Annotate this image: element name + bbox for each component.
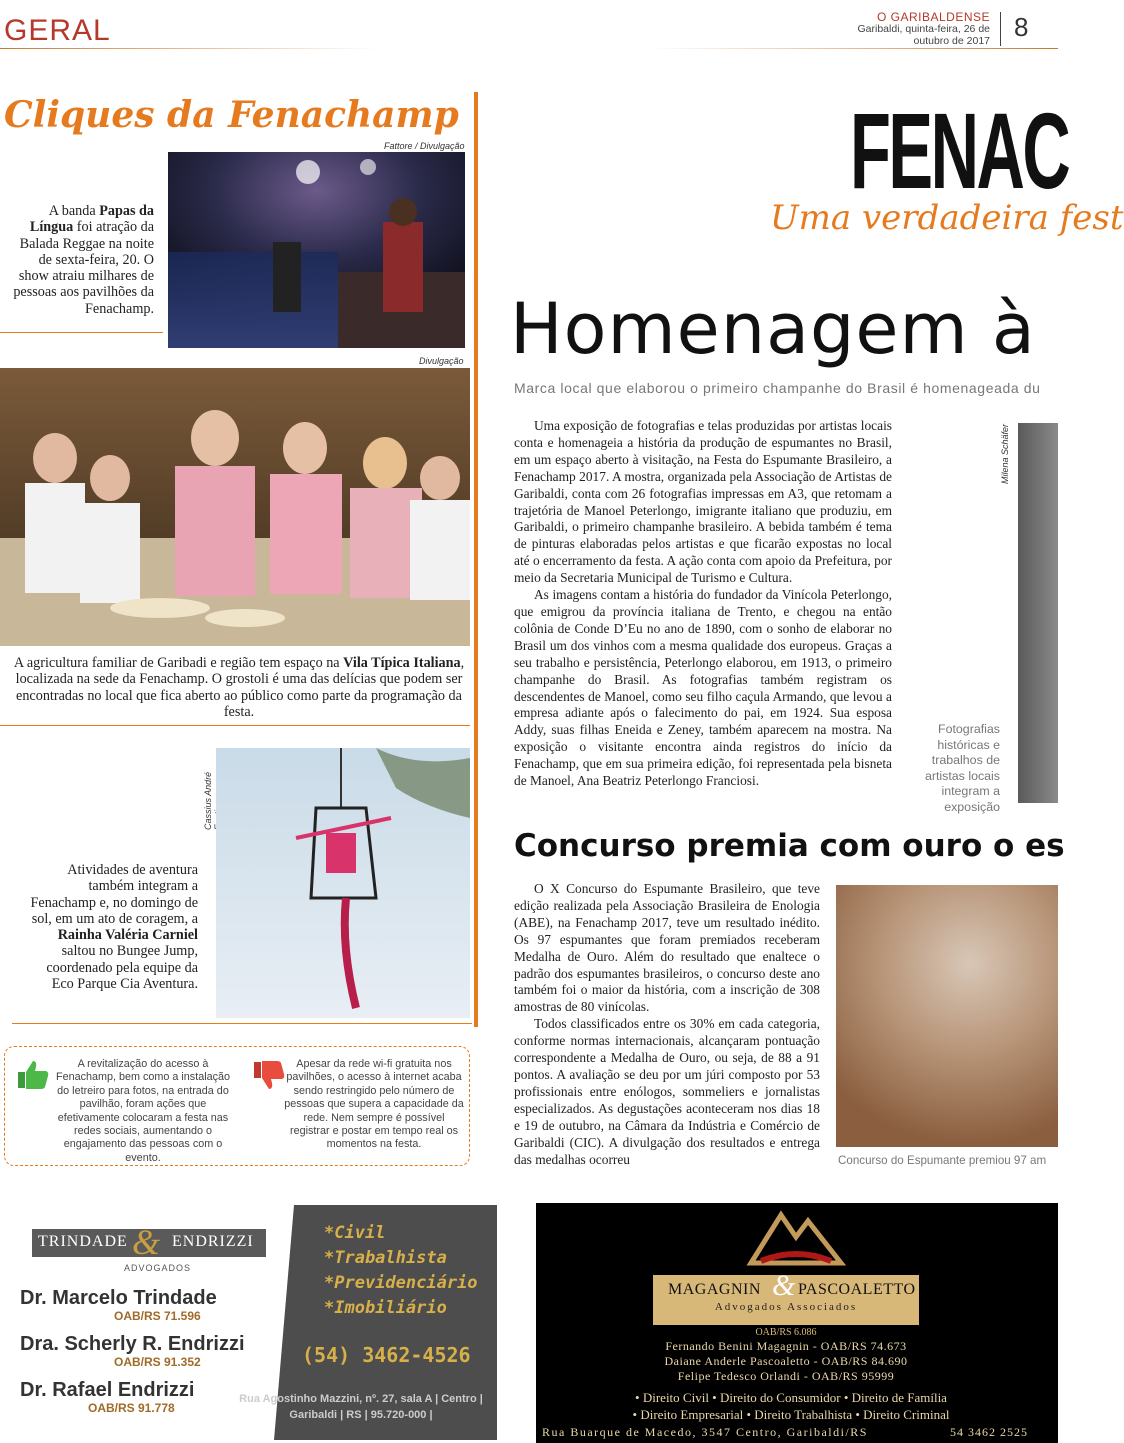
header-rule-right (650, 48, 1058, 49)
address: Rua Agostinho Mazzini, nº. 27, sala A | Centro | Garibaldi | RS | 95.720-000 | (239, 1393, 483, 1421)
caption-highlight: Papas da Língua (29, 203, 154, 236)
ad-magagnin-pascoaletto (536, 1203, 1058, 1443)
article-concurso (514, 881, 820, 1168)
lawyers-list (616, 1339, 956, 1384)
caption-exposicao: Fotografias históricas e trabalhos de artistas locais integram a exposição (924, 722, 1000, 814)
firm-subtitle: ADVOGADOS (124, 1263, 192, 1273)
caption-concert (12, 203, 154, 317)
caption-text: saltou no Bungee Jump, coordenado pela equipe da Eco Parque Cia Aventura. (46, 943, 198, 993)
photo-credit: Cassius André (203, 771, 213, 830)
caption-concurso: Concurso do Espumante premiou 97 am (838, 1154, 1047, 1167)
practice-area: *Trabalhista (324, 1248, 447, 1268)
caption-rule (0, 332, 163, 333)
lawyer: Fernando Benini Magagnin - OAB/RS 74.673 (665, 1339, 907, 1353)
subheadline: Marca local que elaborou o primeiro champanhe do Brasil é homenageada du (514, 380, 1041, 396)
kicker: FENAC (850, 90, 1069, 211)
lawyer-oab: OAB/RS 91.778 (88, 1401, 175, 1415)
paragraph: As imagens contam a história do fundador da Vinícola Peterlongo, que emigrou da província italiana de Trento, e chegou na então colônia de Conde D’Eu no ano de 1890, com o sonho de elaborar no Brasil um dos vinhos com a mesma qualidade dos europeus. Graças a seu trabalho e persistência, Peterlongo elaborou, em 1913, o primeiro champanhe do Brasil. As fotografias também registram os descendentes de Manoel, como seu filho caçula Armando, que levou a empresa adiante após o falecimento do pai, em 1924. Sua esposa Addy, suas filhas Eneida e Zeney, também aparecem na mostra. Na exposição o visitante encontra ainda registros do início da Fenachamp, que em sua primeira edição, foi representada pela bisneta de Manoel, Ana Beatriz Peterlongo Franciosi. (514, 587, 892, 789)
section-title: Cliques da Fenachamp (4, 94, 459, 136)
firm-ampersand: & (772, 1269, 796, 1302)
historic-photo (1018, 423, 1058, 803)
paper-name: O GARIBALDENSE (876, 10, 990, 24)
address: Rua Buarque de Macedo, 3547 Centro, Garibaldi/RS (542, 1425, 868, 1439)
kicker-subtitle: Uma verdadeira fest (770, 198, 1124, 238)
caption-text: A banda (48, 203, 100, 219)
column-rule (474, 92, 478, 1027)
paragraph: Uma exposição de fotografias e telas produzidas por artistas locais conta e homenageia a história da produção de espumantes no Brasil, em um espaço aberto à visitação, na Festa do Espumante Brasileiro, a Fenachamp 2017. A mostra, organizada pela Associação de Artistas de Garibaldi, conta com 26 fotografias impressas em A3, que retomam a trajetória de Manoel Peterlongo, imigrante italiano que produziu, em Garibaldi, o primeiro champanhe brasileiro. A bebida também é tema de pinturas elaboradas pelos artistas e que ficarão expostas no local até o encerramento da festa. A ação conta com apoio da Prefeitura, por meio da Secretaria Municipal de Turismo e Cultura. (514, 418, 892, 586)
concurso-photo (836, 885, 1058, 1147)
photo-credit: Milena Schäfer (1000, 423, 1010, 484)
positive-note: A revitalização do acesso à Fenachamp, bem como a instalação do letreiro para fotos, na entrada do pavilhão, foram ações que efetivamente colocaram a festa nas redes sociais, aumentando o engajamento das pessoas com o evento. (55, 1058, 231, 1164)
lawyer-name: Dr. Rafael Endrizzi (20, 1379, 195, 1401)
ad-trindade-endrizzi (4, 1205, 497, 1440)
practice-area: *Previdenciário (324, 1273, 478, 1293)
firm-ampersand: & (132, 1222, 161, 1262)
vila-italiana-photo (0, 368, 470, 646)
lawyer: Felipe Tedesco Orlandi - OAB/RS 95999 (677, 1369, 895, 1383)
thumbs-up-icon (16, 1058, 50, 1092)
firm-oab: OAB/RS 6.086 (755, 1327, 817, 1338)
page-divider (1000, 12, 1001, 46)
phone: 54 3462 2525 (950, 1425, 1028, 1439)
phone: (54) 3462-4526 (302, 1343, 471, 1367)
thumbs-down-icon (252, 1058, 286, 1092)
photo-credit: Divulgação (419, 356, 464, 366)
caption-highlight: Vila Típica Italiana (343, 655, 461, 671)
header-rule-left (0, 48, 380, 49)
caption-text: Atividades de aventura também integram a Fenachamp e, no domingo de sol, em um ato de coragem, a (30, 862, 198, 927)
practice-area-line: • Direito Civil • Direito do Consumidor • Direito de Família (635, 1390, 947, 1405)
paragraph: O X Concurso do Espumante Brasileiro, que teve edição realizada pela Associação Brasileira de Enologia (ABE), na Fenachamp 2017, teve um resultado inédito. Os 97 espumantes que foram premiados receberam Medalha de Ouro. Além do resultado que enaltece o padrão dos espumantes brasileiros, o concurso deste ano também foi o maior da história, com a inscrição de 308 amostras de 80 vinícolas. (514, 881, 820, 1015)
headline-concurso: Concurso premia com ouro o es (514, 828, 1065, 864)
headline: Homenagem à (510, 288, 1036, 370)
mountain-logo-icon (746, 1203, 846, 1269)
practice-area: *Imobiliário (324, 1298, 447, 1318)
practice-areas (596, 1389, 986, 1423)
lawyer: Daiane Anderle Pascoaletto - OAB/RS 84.690 (664, 1354, 908, 1368)
photo-credit: Fattore / Divulgação (384, 141, 465, 151)
caption-bungee (30, 862, 198, 992)
lawyer-oab: OAB/RS 91.352 (114, 1355, 201, 1369)
article-homenagem (514, 418, 892, 790)
caption-vila (12, 655, 466, 720)
caption-highlight: Rainha Valéria Carniel (57, 927, 198, 944)
negative-note: Apesar da rede wi-fi gratuita nos pavilhões, o acesso à internet acaba sendo restringido pelo número de pessoas que supera a capacidade da rede. Nem sempre é possível registrar e postar em tempo real os momentos na festa. (284, 1058, 464, 1151)
firm-name-right: ENDRIZZI (172, 1233, 254, 1250)
firm-name-right: PASCOALETTO (798, 1281, 916, 1298)
firm-name-left: MAGAGNIN (668, 1281, 761, 1298)
practice-areas (324, 1221, 478, 1321)
page-number: 8 (1014, 12, 1029, 42)
concert-photo (168, 152, 465, 348)
firm-name-left: TRINDADE (38, 1233, 128, 1250)
caption-text: foi atração da Balada Reggae na noite de sexta-feira, 20. O show atraiu milhares de pessoas aos pavilhões da Fenachamp. (13, 219, 154, 317)
caption-text: A agricultura familiar de Garibadi e região tem espaço na (13, 655, 344, 671)
section-label: GERAL (4, 14, 111, 47)
caption-rule (0, 725, 470, 726)
paragraph: Todos classificados entre os 30% em cada categoria, conforme normas internacionais, alcançaram pontuação correspondente a Medalha de Ouro, ou seja, de 88 a 91 pontos. A avaliação se deu por um júri composto por 53 profissionais entre enólogos, sommeliers e jornalistas especializados. As degustações aconteceram nos dias 18 e 19 de outubro, na Câmara da Indústria e Comércio de Garibaldi (CIC). A divulgação dos resultados e entrega das medalhas ocorreu (514, 1016, 820, 1167)
paper-date: Garibaldi, quinta-feira, 26 de outubro de 2017 (857, 23, 990, 47)
practice-area-line: • Direito Empresarial • Direito Trabalhista • Direito Criminal (632, 1407, 950, 1422)
caption-text: , localizada na sede da Fenachamp. O grostoli é uma das delícias que podem ser encontradas no local que fica aberto ao público como parte da programação da festa. (15, 655, 465, 720)
firm-subtitle: Advogados Associados (714, 1301, 858, 1313)
caption-rule (12, 1023, 472, 1024)
lawyer-oab: OAB/RS 71.596 (114, 1309, 201, 1323)
lawyer-name: Dra. Scherly R. Endrizzi (20, 1333, 245, 1355)
practice-area: *Civil (324, 1223, 386, 1243)
bungee-photo (216, 748, 470, 1018)
lawyer-name: Dr. Marcelo Trindade (20, 1287, 217, 1309)
